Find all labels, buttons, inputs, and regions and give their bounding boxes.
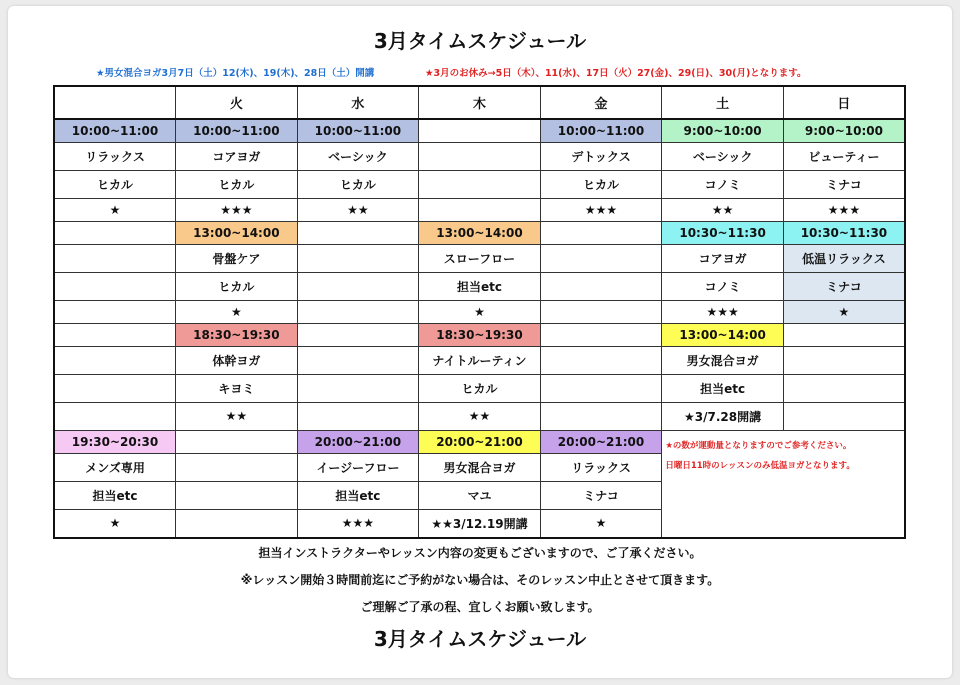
page-title: 3月タイムスケジュール [373,29,587,53]
empty-cell [783,347,905,375]
table-header-row [54,86,905,119]
class-name-cell: ベーシック [297,142,419,170]
empty-cell [540,273,662,301]
intensity-cell: ★★★ [540,198,662,221]
time-cell: 9:00~10:00 [662,119,784,143]
empty-cell [297,375,419,403]
table-row [54,430,905,453]
empty-cell [419,170,541,198]
class-name-cell: イージーフロー [297,454,419,482]
instructor-cell: ヒカル [54,170,176,198]
class-name-cell: ベーシック [662,142,784,170]
empty-cell [54,273,176,301]
intensity-cell: ★3/7.28開講 [662,403,784,431]
class-name-cell: ナイトルーティン [419,347,541,375]
empty-cell [419,142,541,170]
time-cell: 20:00~21:00 [540,430,662,453]
time-cell: 10:30~11:30 [662,221,784,244]
empty-cell [54,375,176,403]
intensity-cell: ★★3/12.19開講 [419,509,541,538]
instructor-cell: コノミ [662,273,784,301]
class-name-cell: メンズ専用 [54,454,176,482]
empty-cell [783,324,905,347]
class-name-cell: 骨盤ケア [176,245,298,273]
intensity-cell: ★★ [176,403,298,431]
class-name-cell: コアヨガ [176,142,298,170]
footer-note-change: 担当インストラクターやレッスン内容の変更もございますので、ご了承ください。 [258,546,702,560]
mixed-yoga-notice: ★男女混合ヨガ3月7日（土）12(木)、19(木)、28日（土）開講 [96,68,375,79]
empty-cell [297,221,419,244]
intensity-cell: ★ [176,300,298,323]
empty-cell [783,375,905,403]
class-name-cell: コアヨガ [662,245,784,273]
notes-cell [662,430,905,538]
table-row [54,300,905,323]
empty-cell [540,300,662,323]
table-row [54,245,905,273]
empty-cell [297,273,419,301]
schedule-table [53,85,906,539]
time-cell: 19:30~20:30 [54,430,176,453]
class-name-cell: スローフロー [419,245,541,273]
holiday-notice: ★3月のお休み→5日（木）、11(水)、17日（火）27(金)、29(日)、30(月)となります。 [425,68,807,79]
class-name-cell: 体幹ヨガ [176,347,298,375]
empty-cell [297,347,419,375]
class-name-cell: 男女混合ヨガ [419,454,541,482]
empty-cell [176,509,298,538]
table-row [54,198,905,221]
empty-cell [540,403,662,431]
intensity-cell: ★ [540,509,662,538]
footer-note-thanks: ご理解ご了承の程、宜しくお願い致します。 [360,600,600,614]
header-cell: 火 [176,86,298,119]
intensity-cell: ★★★ [783,198,905,221]
table-row [54,375,905,403]
intensity-cell: ★ [419,300,541,323]
empty-cell [540,324,662,347]
instructor-cell: ミナコ [540,481,662,509]
intensity-cell: ★★★ [176,198,298,221]
header-cell: 金 [540,86,662,119]
empty-cell [540,347,662,375]
time-cell: 13:00~14:00 [662,324,784,347]
header-cell [54,86,176,119]
empty-cell [297,403,419,431]
time-cell: 9:00~10:00 [783,119,905,143]
empty-cell [54,221,176,244]
intensity-cell: ★ [54,509,176,538]
instructor-cell: コノミ [662,170,784,198]
intensity-cell: ★★ [297,198,419,221]
table-row [54,119,905,143]
table-row [54,221,905,244]
header-cell: 木 [419,86,541,119]
time-cell: 10:00~11:00 [297,119,419,143]
empty-cell [54,324,176,347]
empty-cell [297,245,419,273]
empty-cell [54,300,176,323]
instructor-cell: ミナコ [783,273,905,301]
class-name-cell: デトックス [540,142,662,170]
table-row [54,347,905,375]
time-cell: 10:00~11:00 [540,119,662,143]
instructor-cell: マユ [419,481,541,509]
empty-cell [297,324,419,347]
header-cell: 水 [297,86,419,119]
time-cell: 18:30~19:30 [176,324,298,347]
instructor-cell: ヒカル [419,375,541,403]
instructor-cell: ヒカル [176,273,298,301]
class-name-cell: ビューティー [783,142,905,170]
time-cell: 18:30~19:30 [419,324,541,347]
empty-cell [540,375,662,403]
table-row [54,273,905,301]
instructor-cell: キヨミ [176,375,298,403]
header-cell: 土 [662,86,784,119]
table-row [54,170,905,198]
empty-cell [419,119,541,143]
header-cell: 日 [783,86,905,119]
intensity-cell: ★ [54,198,176,221]
note-sunday: 日曜日11時のレッスンのみ低温ヨガとなります。 [665,460,855,471]
intensity-cell: ★★ [662,198,784,221]
time-cell: 13:00~14:00 [419,221,541,244]
instructor-cell: 担当etc [54,481,176,509]
empty-cell [54,403,176,431]
empty-cell [54,245,176,273]
empty-cell [540,221,662,244]
time-cell: 10:00~11:00 [176,119,298,143]
instructor-cell: ヒカル [176,170,298,198]
table-row [54,324,905,347]
intensity-cell: ★★ [419,403,541,431]
empty-cell [176,481,298,509]
class-name-cell: リラックス [54,142,176,170]
instructor-cell: ヒカル [540,170,662,198]
instructor-cell: 担当etc [297,481,419,509]
time-cell: 20:00~21:00 [297,430,419,453]
instructor-cell: ミナコ [783,170,905,198]
empty-cell [54,347,176,375]
intensity-cell: ★★★ [297,509,419,538]
table-row [54,403,905,431]
footer-note-cancel: ※レッスン開始３時間前迄にご予約がない場合は、そのレッスン中止とさせて頂きます。 [240,573,720,587]
page-title-bottom: 3月タイムスケジュール [373,627,587,651]
time-cell: 10:00~11:00 [54,119,176,143]
empty-cell [419,198,541,221]
instructor-cell: 担当etc [419,273,541,301]
note-intensity: ★の数が運動量となりますのでご参考ください。 [665,440,852,451]
empty-cell [176,430,298,453]
intensity-cell: ★★★ [662,300,784,323]
time-cell: 20:00~21:00 [419,430,541,453]
empty-cell [297,300,419,323]
time-cell: 10:30~11:30 [783,221,905,244]
instructor-cell: ヒカル [297,170,419,198]
empty-cell [783,403,905,431]
intensity-cell: ★ [783,300,905,323]
empty-cell [176,454,298,482]
time-cell: 13:00~14:00 [176,221,298,244]
class-name-cell: リラックス [540,454,662,482]
class-name-cell: 低温リラックス [783,245,905,273]
instructor-cell: 担当etc [662,375,784,403]
empty-cell [540,245,662,273]
table-row [54,142,905,170]
class-name-cell: 男女混合ヨガ [662,347,784,375]
